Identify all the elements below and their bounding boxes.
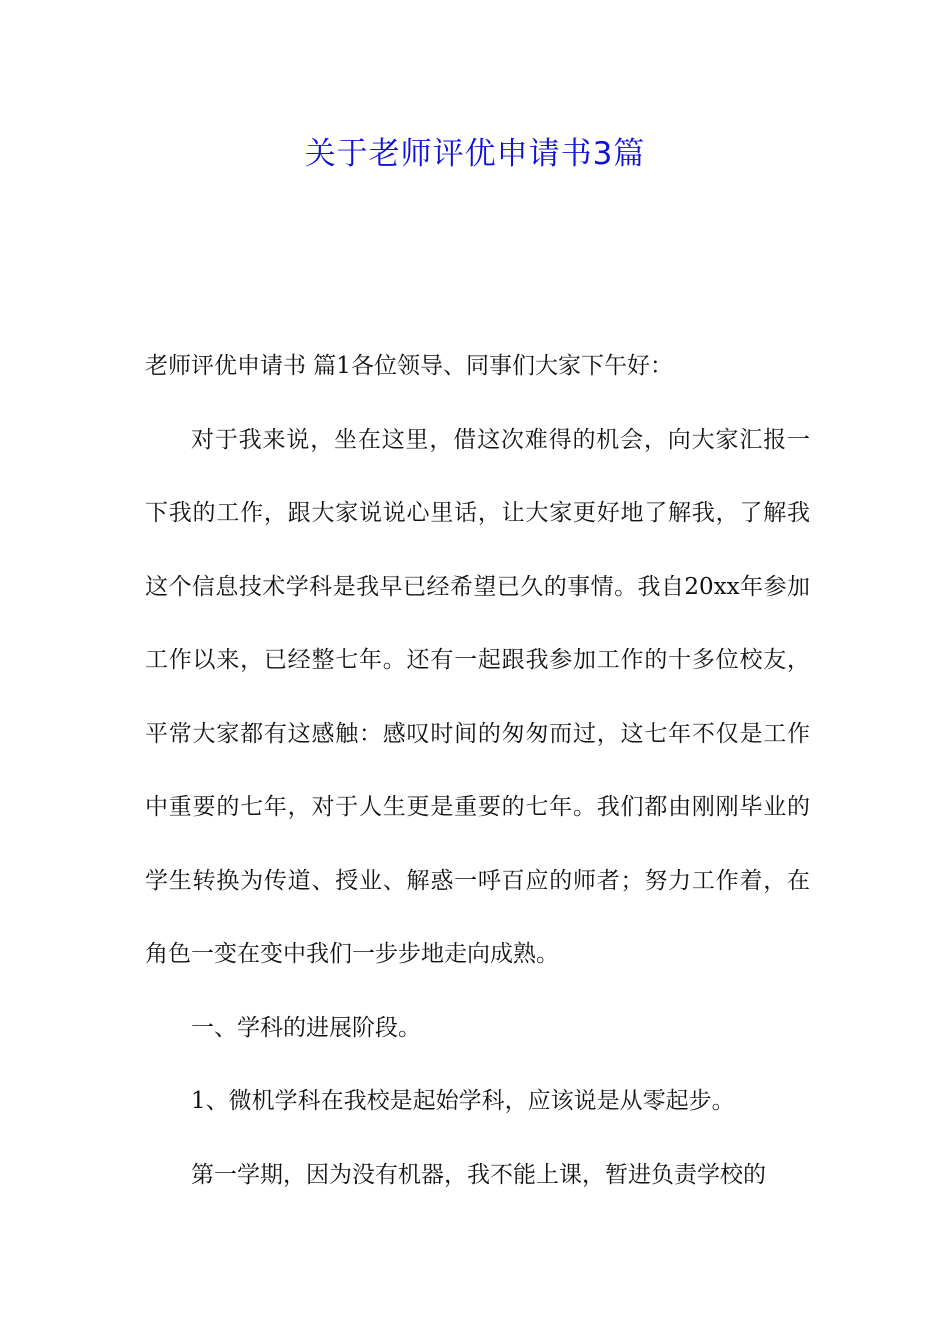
paragraph-first-semester: 第一学期，因为没有机器，我不能上课，暂进负责学校的 [191, 1161, 766, 1188]
paragraph-greeting: 老师评优申请书 篇1各位领导、同事们大家下午好： [145, 353, 673, 379]
document-title: 关于老师评优申请书3篇 [304, 136, 646, 172]
paragraph-introduction: 对于我来说，坐在这里，借这次难得的机会，向大家汇报一下我的工作，跟大家说说心里话，让大家更好地了解我，了解我这个信息技术学科是我早已经希望已久的事情。我自20xx年参加工作以来，已经整七年。还有一起跟我参加工作的十多位校友，平常大家都有这感触：感叹时间的匆匆而过，这七年不仅是工作中重要的七年，对于人生更是重要的七年。我们都由刚刚毕业的学生转换为传道、授业、解惑一呼百应的师者；努力工作着，在角色一变在变中我们一步步地走向成熟。 [145, 426, 810, 967]
section-heading: 一、学科的进展阶段。 [191, 1014, 421, 1041]
numbered-item: 1、微机学科在我校是起始学科，应该说是从零起步。 [191, 1088, 735, 1114]
document-body [145, 330, 810, 1212]
